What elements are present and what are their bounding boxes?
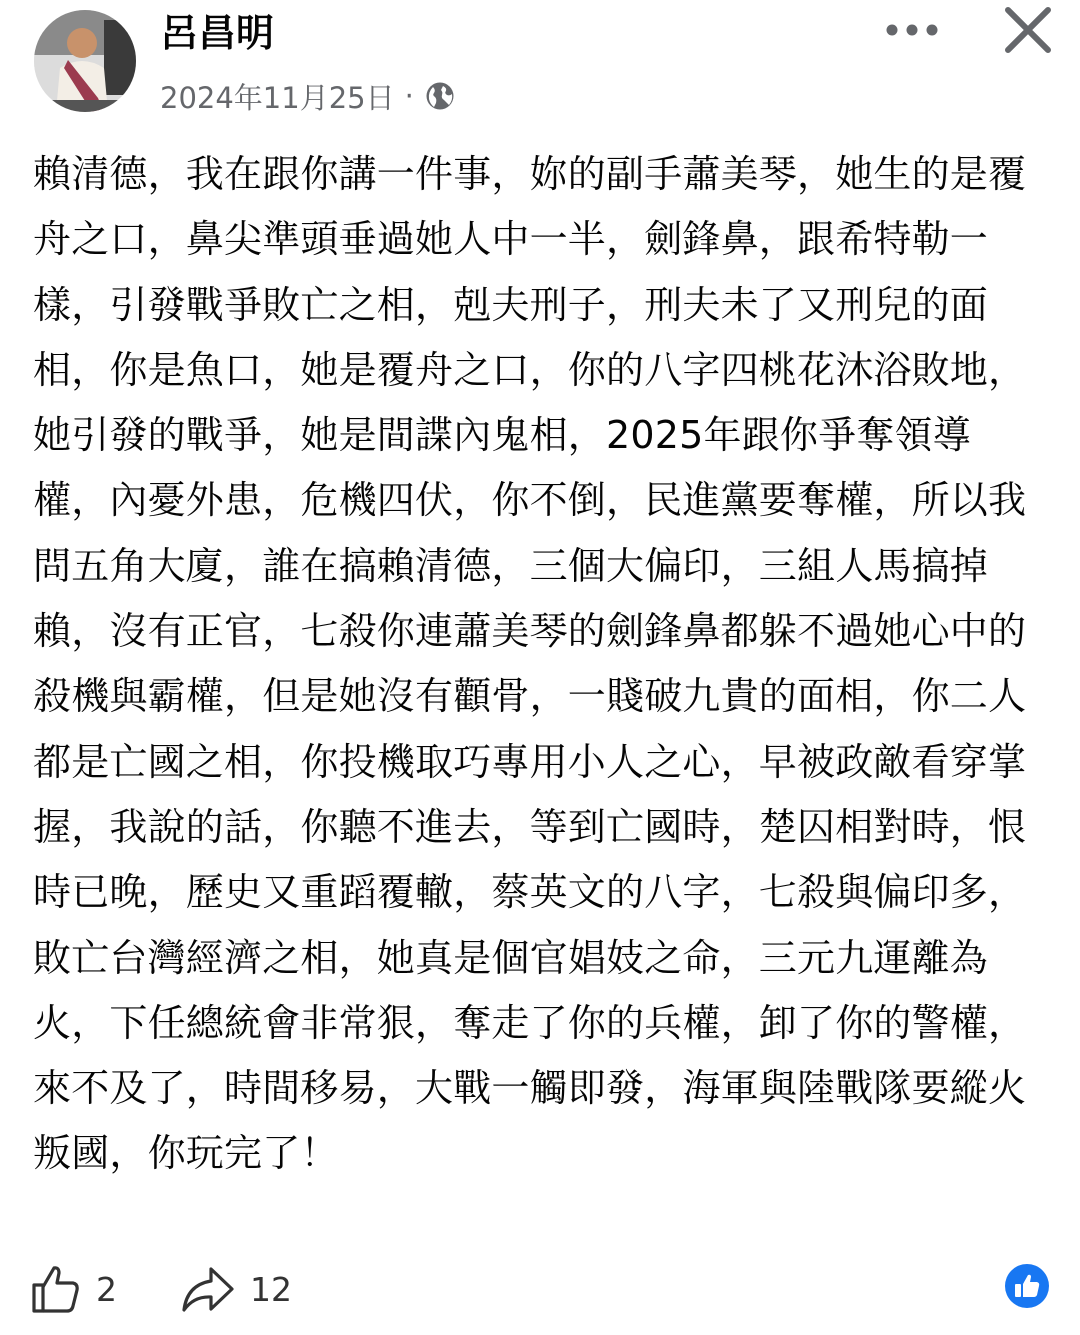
share-arrow-icon [180,1263,236,1315]
post-date[interactable]: 2024年11月25日 [160,80,395,115]
share-count: 12 [250,1269,292,1309]
post-meta [160,76,456,116]
like-button[interactable] [30,1261,117,1317]
post-header [0,0,1080,120]
like-count: 2 [96,1269,117,1309]
meta-separator: · [404,79,414,113]
more-dots-icon [880,20,944,40]
close-button[interactable] [1000,2,1056,58]
globe-icon [424,80,456,112]
avatar[interactable] [34,10,136,112]
share-button[interactable] [180,1261,292,1317]
thumbs-up-icon [30,1263,82,1315]
like-reaction-icon[interactable] [1004,1263,1050,1309]
post-text: 賴清德，我在跟你講一件事，妳的副手蕭美琴，她生的是覆舟之口，鼻尖準頭垂過她人中一半，劍鋒鼻，跟希特勒一樣，引發戰爭敗亡之相，剋夫刑子，刑夫未了又刑兒的面相，你是魚口，她是覆舟之口，你的八字四桃花沐浴敗地，她引發的戰爭，她是間諜內鬼相，2025年跟你爭奪領導權，內憂外患，危機四伏，你不倒，民進黨要奪權，所以我問五角大廈，誰在搞賴清德，三個大偏印，三組人馬搞掉賴，沒有正官，七殺你連蕭美琴的劍鋒鼻都躲不過她心中的殺機與霸權，但是她沒有顴骨，一賤破九貴的面相，你二人都是亡國之相，你投機取巧專用小人之心，早被政敵看穿掌握，我說的話，你聽不進去，等到亡國時，楚囚相對時，恨時已晚，歷史又重蹈覆轍，蔡英文的八字，七殺與偏印多，敗亡台灣經濟之相，她真是個官娼妓之命，三元九運離為火，下任總統會非常狠，奪走了你的兵權，卸了你的警權，來不及了，時間移易，大戰一觸即發，海軍與陸戰隊要縱火叛國，你玩完了！ [33,152,1027,1176]
close-icon [1000,2,1056,58]
author-name[interactable]: 呂昌明 [160,11,275,55]
post-footer [0,1255,1080,1325]
more-options-button[interactable] [880,8,944,52]
